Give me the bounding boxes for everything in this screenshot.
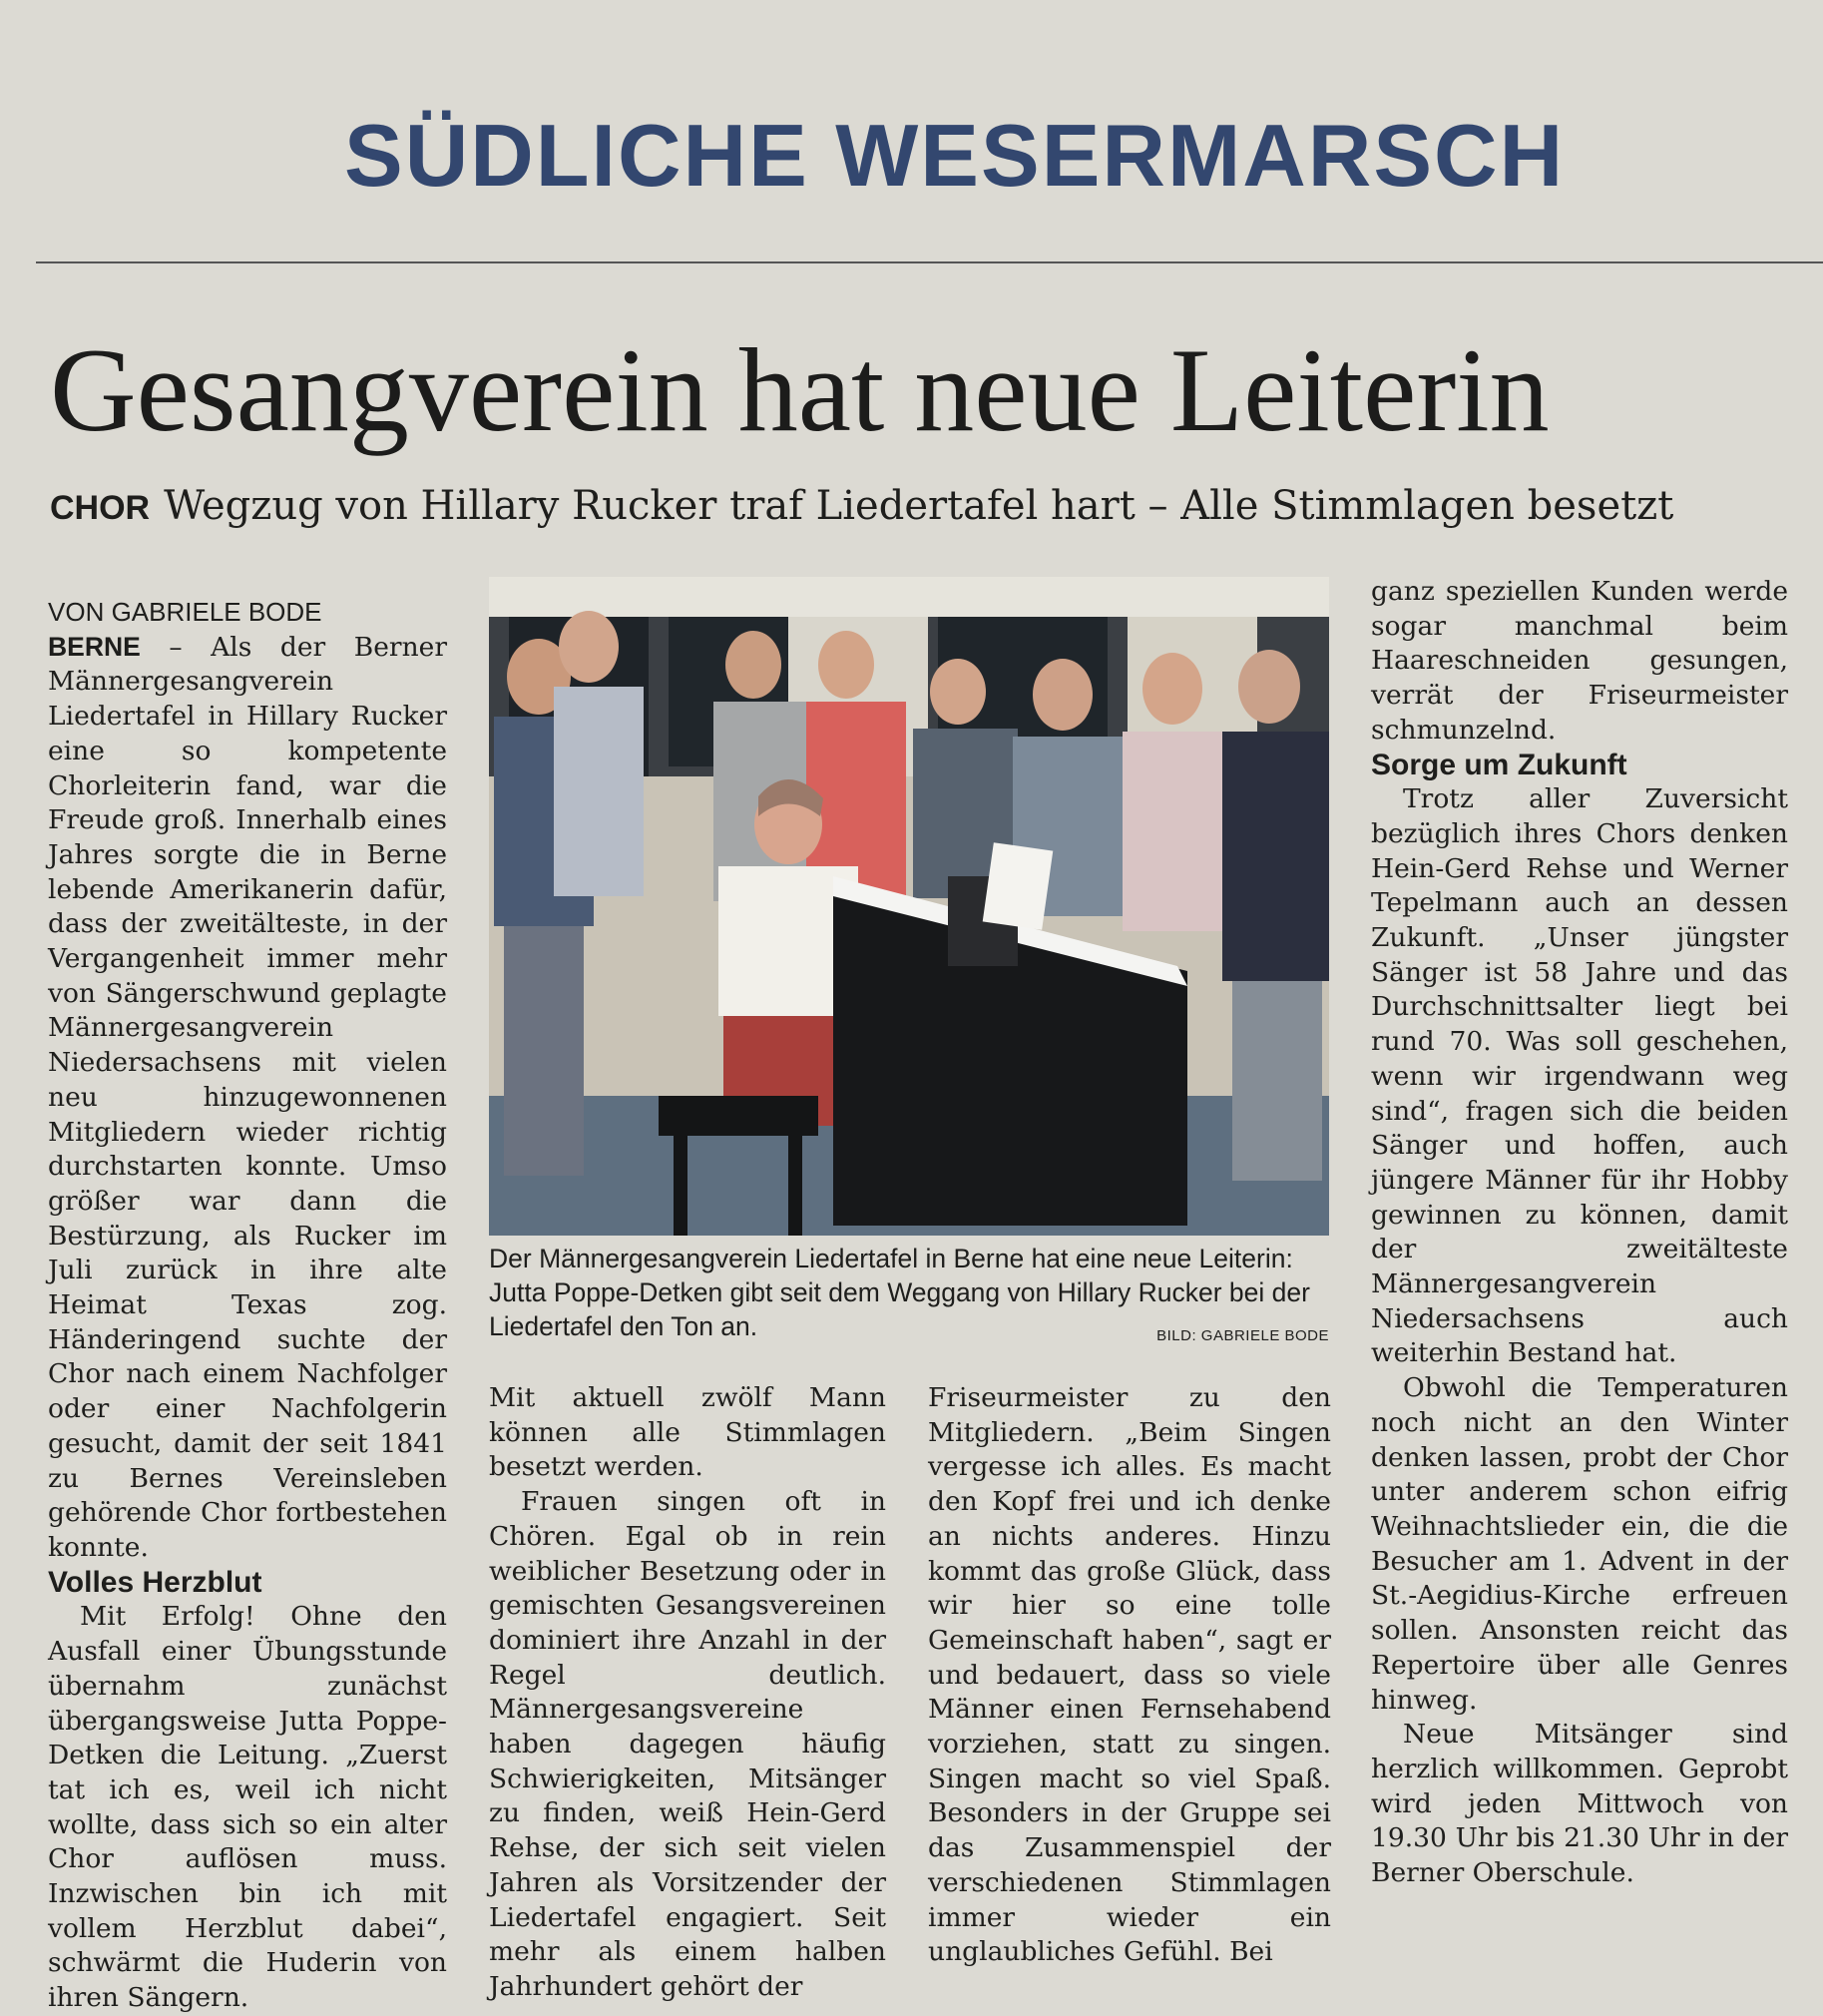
column-3 — [928, 1381, 1331, 1970]
subheadline — [50, 483, 1673, 529]
col3-paragraph-1: Friseurmeister zu den Mitgliedern. „Beim Singen vergesse ich alles. Es macht den Kopf frei und ich denke an nichts anderes. Hinzu kommt das große Glück, dass wir hier so eine tolle Gemeinschaft haben“, sagt er und bedauert, dass so viele Männer einen Fernsehabend vorziehen, statt zu singen. Singen macht so viel Spaß. Besonders in der Gruppe sei das Zusammenspiel der verschiedenen Stimmlagen immer wieder ein unglaubliches Gefühl. Bei — [928, 1382, 1331, 1968]
section-title: SÜDLICHE WESERMARSCH — [344, 106, 1566, 205]
subhead-volles-herzblut: Volles Herzblut — [48, 1565, 262, 1599]
col4-paragraph-3: Obwohl die Temperaturen noch nicht an den Winter denken lassen, probt der Chor unter anderem schon eifrig Weihnachtslieder ein, die die Besucher am 1. Advent in der St.-Aegidius-Kirche erfreuen sollen. Ansonsten reicht das Repertoire über alle Genres hinweg. — [1371, 1372, 1788, 1716]
col2-paragraph-1: Mit aktuell zwölf Mann können alle Stimmlagen besetzt werden. — [489, 1382, 886, 1483]
subhead-sorge-um-zukunft: Sorge um Zukunft — [1371, 748, 1627, 781]
dateline: BERNE — [48, 631, 141, 662]
col1-paragraph-2: Mit Erfolg! Ohne den Ausfall einer Übungsstunde übernahm zunächst übergangsweise Jutta Poppe-Detken die Leitung. „Zuerst tat ich es, weil ich nicht wollte, dass sich so ein alter Chor auflösen muss. Inzwischen bin ich mit vollem Herzblut dabei“, schwärmt die Huderin von ihren Sängern. — [48, 1601, 447, 2014]
byline: VON GABRIELE BODE — [48, 597, 322, 627]
column-2 — [489, 1381, 886, 2005]
column-4 — [1371, 575, 1788, 1891]
subheadline-text: Wegzug von Hillary Rucker traf Liedertafel hart – Alle Stimmlagen besetzt — [164, 483, 1674, 529]
choir-photo-illustration — [489, 577, 1329, 1236]
photo-caption — [489, 1242, 1329, 1353]
col2-paragraph-2: Frauen singen oft in Chören. Egal ob in rein weiblicher Besetzung oder in gemischten Gesangsvereinen dominiert ihre Anzahl in der Regel deutlich. Männergesangsvereine haben dagegen häufig Schwierigkeiten, Mitsänger zu finden, weiß Hein-Gerd Rehse, der sich seit vielen Jahren als Vorsitzender der Liedertafel engagiert. Seit mehr als einem halben Jahrhundert gehört der — [489, 1486, 886, 2002]
caption-text: Der Männergesangverein Liedertafel in Berne hat eine neue Leiterin: Jutta Poppe-Detken gibt seit dem Weggang von Hillary Rucker bei der Liedertafel den Ton an. — [489, 1244, 1310, 1341]
column-1 — [48, 595, 447, 2016]
col4-paragraph-1: ganz speziellen Kunden werde sogar manchmal beim Haareschneiden gesungen, verrät der Friseurmeister schmunzelnd. — [1371, 576, 1788, 746]
col1-paragraph-1: BERNE – Als der Berner Männergesangverein Liedertafel in Hillary Rucker eine so kompetente Chorleiterin fand, war die Freude groß. Innerhalb eines Jahres sorgte die in Berne lebende Amerikanerin dafür, dass der zweitälteste, in der Vergangenheit immer mehr von Sängerschwund geplagte Männergesangverein Niedersachsens mit vielen neu hinzugewonnenen Mitgliedern wieder richtig durchstarten konnte. Umso größer war dann die Bestürzung, als Rucker im Juli zurück in ihre alte Heimat Texas zog. Händeringend suchte der Chor nach einem Nachfolger oder einer Nachfolgerin gesucht, damit der seit 1841 zu Bernes Vereinsleben gehörende Chor fortbestehen konnte. — [48, 631, 447, 1563]
kicker: CHOR — [50, 489, 151, 527]
photo-credit: BILD: GABRIELE BODE — [1156, 1327, 1329, 1344]
col4-paragraph-2: Trotz aller Zuversicht bezüglich ihres Chors denken Hein-Gerd Rehse und Werner Tepelmann auch an dessen Zukunft. „Unser jüngster Sänger ist 58 Jahre und das Durchschnittsalter liegt bei rund 70. Was soll geschehen, wenn wir irgendwann weg sind“, fragen sich die beiden Sänger und hoffen, auch jüngere Männer für ihr Hobby gewinnen zu können, damit der zweitälteste Männergesangverein Niedersachsens auch weiterhin Bestand hat. — [1371, 783, 1788, 1369]
choir-photo — [489, 577, 1329, 1236]
headline: Gesangverein hat neue Leiterin — [50, 323, 1550, 456]
section-rule — [36, 261, 1823, 263]
col4-paragraph-4: Neue Mitsänger sind herzlich willkommen. Geprobt wird jeden Mittwoch von 19.30 Uhr bis 21.30 Uhr in der Berner Oberschule. — [1371, 1719, 1788, 1889]
